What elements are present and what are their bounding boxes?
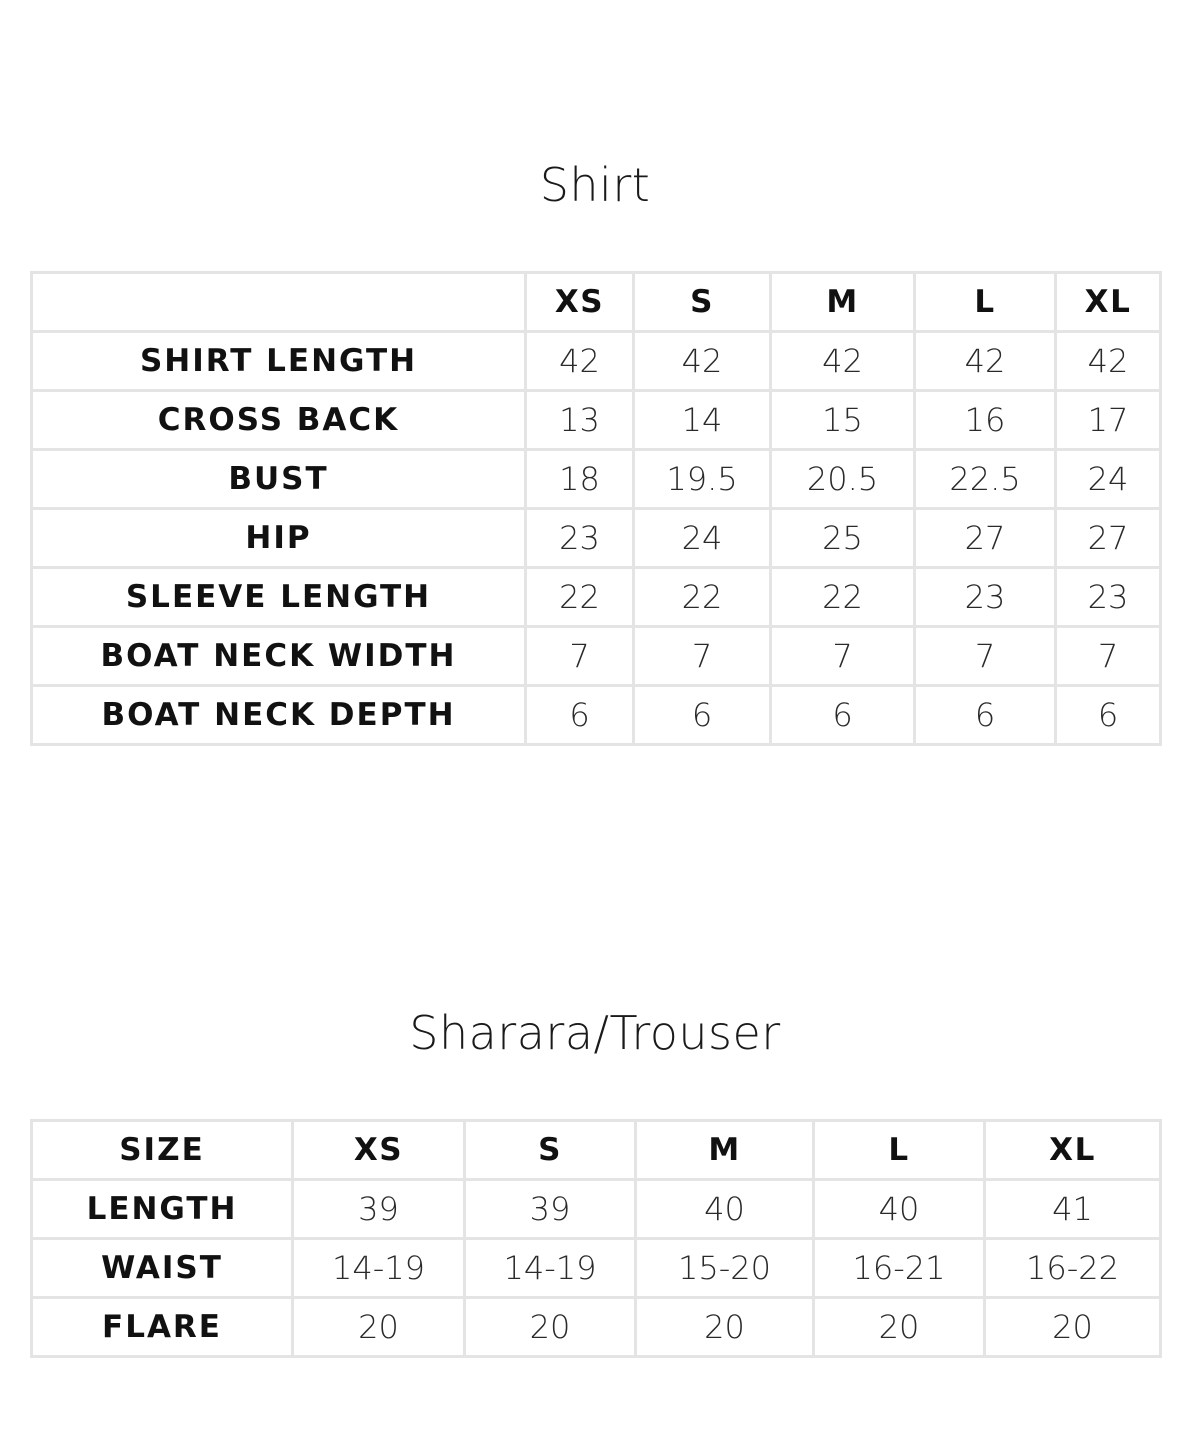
table-row xyxy=(32,686,1161,745)
measurement-value: 16-21 xyxy=(814,1239,985,1298)
measurement-label: BOAT NECK DEPTH xyxy=(32,686,526,745)
measurement-value: 42 xyxy=(526,332,634,391)
trouser-size-table xyxy=(30,1119,1162,1358)
measurement-value: 19.5 xyxy=(634,450,771,509)
measurement-value: 20 xyxy=(985,1298,1161,1357)
measurement-value: 15-20 xyxy=(636,1239,814,1298)
measurement-value: 24 xyxy=(634,509,771,568)
measurement-value: 7 xyxy=(771,627,915,686)
measurement-value: 22 xyxy=(771,568,915,627)
measurement-value: 7 xyxy=(634,627,771,686)
measurement-value: 6 xyxy=(634,686,771,745)
measurement-value: 14 xyxy=(634,391,771,450)
measurement-value: 42 xyxy=(1056,332,1161,391)
measurement-value: 25 xyxy=(771,509,915,568)
measurement-value: 7 xyxy=(1056,627,1161,686)
measurement-value: 27 xyxy=(915,509,1056,568)
corner-header-cell: SIZE xyxy=(32,1121,293,1180)
size-header-xl: XL xyxy=(985,1121,1161,1180)
measurement-label: FLARE xyxy=(32,1298,293,1357)
table-row xyxy=(32,568,1161,627)
measurement-value: 22 xyxy=(526,568,634,627)
measurement-value: 14-19 xyxy=(465,1239,636,1298)
measurement-label: BUST xyxy=(32,450,526,509)
measurement-value: 20 xyxy=(636,1298,814,1357)
measurement-value: 22 xyxy=(634,568,771,627)
measurement-label: SHIRT LENGTH xyxy=(32,332,526,391)
table-row xyxy=(32,1239,1161,1298)
measurement-label: SLEEVE LENGTH xyxy=(32,568,526,627)
measurement-label: CROSS BACK xyxy=(32,391,526,450)
table-row xyxy=(32,1180,1161,1239)
measurement-value: 22.5 xyxy=(915,450,1056,509)
table-header-row xyxy=(32,273,1161,332)
measurement-value: 40 xyxy=(814,1180,985,1239)
measurement-label: HIP xyxy=(32,509,526,568)
measurement-value: 17 xyxy=(1056,391,1161,450)
measurement-value: 7 xyxy=(915,627,1056,686)
size-header-l: L xyxy=(915,273,1056,332)
measurement-value: 15 xyxy=(771,391,915,450)
measurement-value: 18 xyxy=(526,450,634,509)
measurement-value: 42 xyxy=(915,332,1056,391)
measurement-value: 13 xyxy=(526,391,634,450)
size-header-m: M xyxy=(636,1121,814,1180)
size-header-s: S xyxy=(465,1121,636,1180)
size-header-xs: XS xyxy=(293,1121,465,1180)
measurement-value: 6 xyxy=(771,686,915,745)
measurement-value: 6 xyxy=(915,686,1056,745)
measurement-value: 14-19 xyxy=(293,1239,465,1298)
shirt-size-table xyxy=(30,271,1162,746)
table-row xyxy=(32,627,1161,686)
measurement-value: 16-22 xyxy=(985,1239,1161,1298)
measurement-value: 42 xyxy=(771,332,915,391)
measurement-value: 42 xyxy=(634,332,771,391)
measurement-value: 39 xyxy=(293,1180,465,1239)
table-row xyxy=(32,332,1161,391)
measurement-value: 27 xyxy=(1056,509,1161,568)
measurement-value: 20 xyxy=(465,1298,636,1357)
measurement-value: 40 xyxy=(636,1180,814,1239)
measurement-value: 20 xyxy=(293,1298,465,1357)
table-header-row xyxy=(32,1121,1161,1180)
measurement-value: 23 xyxy=(1056,568,1161,627)
measurement-label: WAIST xyxy=(32,1239,293,1298)
size-header-l: L xyxy=(814,1121,985,1180)
shirt-section-title: Shirt xyxy=(539,158,651,212)
size-header-xl: XL xyxy=(1056,273,1161,332)
corner-header-cell xyxy=(32,273,526,332)
measurement-value: 41 xyxy=(985,1180,1161,1239)
table-row xyxy=(32,450,1161,509)
measurement-value: 20.5 xyxy=(771,450,915,509)
measurement-value: 24 xyxy=(1056,450,1161,509)
measurement-value: 6 xyxy=(526,686,634,745)
size-header-s: S xyxy=(634,273,771,332)
measurement-value: 39 xyxy=(465,1180,636,1239)
measurement-value: 16 xyxy=(915,391,1056,450)
measurement-value: 23 xyxy=(526,509,634,568)
measurement-value: 7 xyxy=(526,627,634,686)
size-header-xs: XS xyxy=(526,273,634,332)
table-row xyxy=(32,509,1161,568)
trouser-section-title: Sharara/Trouser xyxy=(409,1006,781,1060)
size-header-m: M xyxy=(771,273,915,332)
measurement-value: 23 xyxy=(915,568,1056,627)
measurement-label: LENGTH xyxy=(32,1180,293,1239)
measurement-label: BOAT NECK WIDTH xyxy=(32,627,526,686)
measurement-value: 6 xyxy=(1056,686,1161,745)
measurement-value: 20 xyxy=(814,1298,985,1357)
table-row xyxy=(32,391,1161,450)
table-row xyxy=(32,1298,1161,1357)
